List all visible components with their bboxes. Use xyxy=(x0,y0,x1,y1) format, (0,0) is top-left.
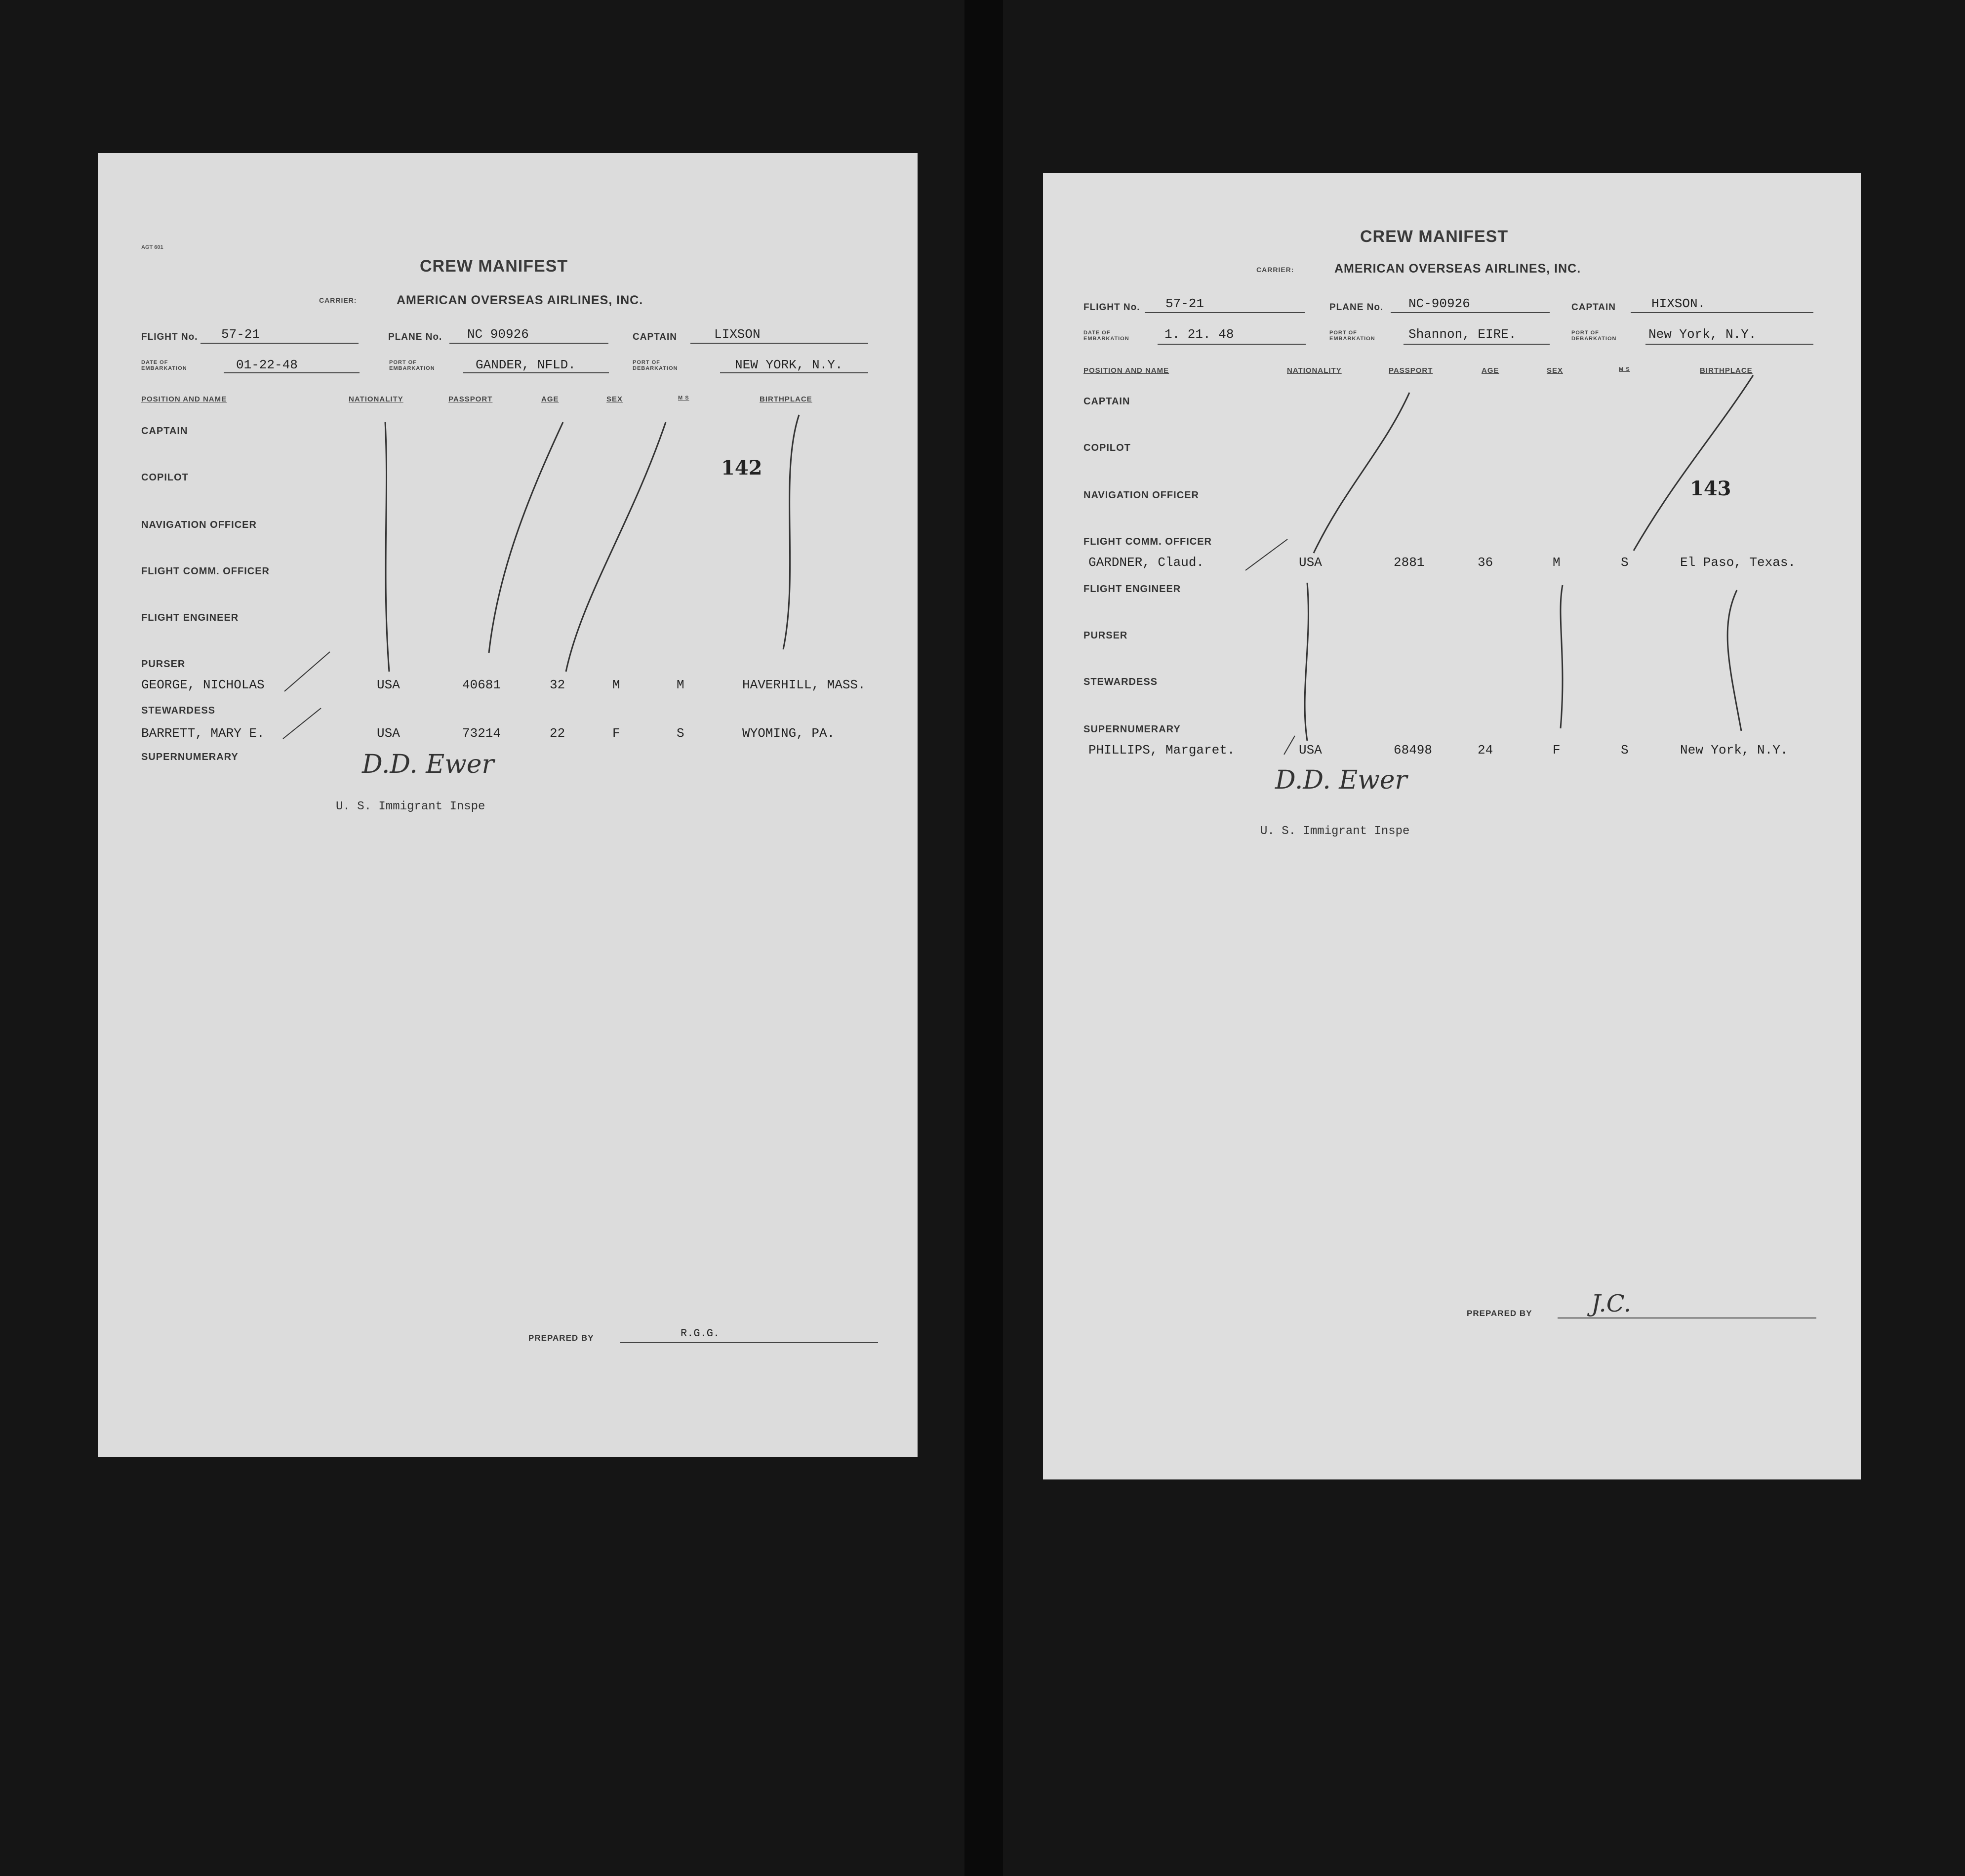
date-label-line2: EMBARKATION xyxy=(1083,336,1129,342)
crew-marital: S xyxy=(1621,743,1629,758)
crew-birthplace: HAVERHILL, MASS. xyxy=(742,678,866,692)
plane-label: PLANE No. xyxy=(1329,302,1384,313)
carrier-name: AMERICAN OVERSEAS AIRLINES, INC. xyxy=(1334,262,1581,276)
crew-age: 24 xyxy=(1478,743,1493,758)
date-label-line1: DATE OF xyxy=(141,359,168,365)
position-navigation-officer: NAVIGATION OFFICER xyxy=(1083,490,1199,501)
plane-value: NC-90926 xyxy=(1408,296,1470,311)
flight-value: 57-21 xyxy=(221,327,260,342)
crew-passport: 2881 xyxy=(1394,555,1425,570)
crew-age: 22 xyxy=(550,726,565,741)
crew-sex: M xyxy=(612,678,620,692)
prepared-by-rule xyxy=(620,1342,878,1343)
position-navigation-officer: NAVIGATION OFFICER xyxy=(141,519,257,530)
crew-marital: S xyxy=(1621,555,1629,570)
port-embarkation-value: GANDER, NFLD. xyxy=(476,358,576,372)
position-stewardess: STEWARDESS xyxy=(1083,677,1158,687)
port-debarkation-value: New York, N.Y. xyxy=(1648,327,1757,342)
crew-nationality: USA xyxy=(377,726,400,741)
position-flight-engineer: FLIGHT ENGINEER xyxy=(141,612,239,623)
col-marital: M S xyxy=(678,395,689,401)
port-deb-label-line1: PORT OF xyxy=(1571,330,1599,336)
date-value: 1. 21. 48 xyxy=(1164,327,1234,342)
page-stamp-number: 142 xyxy=(721,456,762,479)
port-deb-label-line2: DEBARKATION xyxy=(633,365,678,371)
inspector-signature: D.D. Ewer xyxy=(1275,765,1407,795)
crew-birthplace: New York, N.Y. xyxy=(1680,743,1788,758)
crew-name: PHILLIPS, Margaret. xyxy=(1088,743,1235,758)
crew-nationality: USA xyxy=(1299,555,1322,570)
captain-label: CAPTAIN xyxy=(633,332,678,342)
port-embarkation-value: Shannon, EIRE. xyxy=(1408,327,1517,342)
col-passport: PASSPORT xyxy=(1389,366,1433,375)
plane-label: PLANE No. xyxy=(388,332,442,342)
date-label-line2: EMBARKATION xyxy=(141,365,187,371)
crew-passport: 40681 xyxy=(462,678,501,692)
crew-name: GEORGE, NICHOLAS xyxy=(141,678,265,692)
form-number: AGT 601 xyxy=(141,244,163,250)
crew-passport: 73214 xyxy=(462,726,501,741)
date-label-line1: DATE OF xyxy=(1083,330,1111,336)
crew-sex: F xyxy=(612,726,620,741)
col-birthplace: BIRTHPLACE xyxy=(760,395,812,403)
prepared-by-value: J.C. xyxy=(1591,1290,1632,1317)
position-copilot: COPILOT xyxy=(141,472,189,483)
crew-birthplace: WYOMING, PA. xyxy=(742,726,835,741)
position-captain: CAPTAIN xyxy=(1083,396,1130,407)
position-purser: PURSER xyxy=(141,659,186,670)
position-flight-comm-officer: FLIGHT COMM. OFFICER xyxy=(1083,536,1212,547)
flight-label: FLIGHT No. xyxy=(1083,302,1140,313)
prepared-by-rule xyxy=(1558,1317,1816,1318)
captain-label: CAPTAIN xyxy=(1571,302,1616,313)
prepared-by-label: PREPARED BY xyxy=(528,1333,594,1343)
prepared-by-label: PREPARED BY xyxy=(1467,1309,1532,1318)
crew-marital: M xyxy=(677,678,684,692)
inspector-signature: D.D. Ewer xyxy=(362,750,494,779)
col-nationality: NATIONALITY xyxy=(1287,366,1342,375)
crew-age: 36 xyxy=(1478,555,1493,570)
page-title: CREW MANIFEST xyxy=(420,257,568,276)
prepared-by-value: R.G.G. xyxy=(681,1327,720,1340)
flight-value: 57-21 xyxy=(1165,296,1204,311)
col-marital: M S xyxy=(1619,366,1630,372)
ditto-strokes xyxy=(1043,173,1861,1479)
col-nationality: NATIONALITY xyxy=(349,395,403,403)
date-value: 01-22-48 xyxy=(236,358,298,372)
col-birthplace: BIRTHPLACE xyxy=(1700,366,1753,375)
inspector-title: U. S. Immigrant Inspe xyxy=(1260,825,1410,838)
scan-gutter xyxy=(964,0,1003,1876)
crew-name: BARRETT, MARY E. xyxy=(141,726,265,741)
carrier-name: AMERICAN OVERSEAS AIRLINES, INC. xyxy=(397,293,643,307)
port-emb-label-line2: EMBARKATION xyxy=(1329,336,1375,342)
position-purser: PURSER xyxy=(1083,630,1128,641)
position-supernumerary: SUPERNUMERARY xyxy=(1083,724,1181,735)
flight-label: FLIGHT No. xyxy=(141,332,198,342)
crew-birthplace: El Paso, Texas. xyxy=(1680,555,1796,570)
position-flight-engineer: FLIGHT ENGINEER xyxy=(1083,584,1181,595)
captain-value: LIXSON xyxy=(714,327,761,342)
crew-sex: F xyxy=(1553,743,1561,758)
crew-marital: S xyxy=(677,726,684,741)
port-deb-label-line1: PORT OF xyxy=(633,359,660,365)
crew-nationality: USA xyxy=(377,678,400,692)
crew-name: GARDNER, Claud. xyxy=(1088,555,1204,570)
col-position-name: POSITION AND NAME xyxy=(1083,366,1169,375)
crew-nationality: USA xyxy=(1299,743,1322,758)
port-emb-label-line1: PORT OF xyxy=(389,359,417,365)
ditto-strokes xyxy=(98,153,918,1457)
position-stewardess: STEWARDESS xyxy=(141,705,216,716)
page-title: CREW MANIFEST xyxy=(1360,227,1509,246)
port-emb-label-line1: PORT OF xyxy=(1329,330,1357,336)
plane-value: NC 90926 xyxy=(467,327,529,342)
manifest-page-right xyxy=(1043,173,1861,1479)
col-age: AGE xyxy=(1482,366,1499,375)
carrier-label: CARRIER: xyxy=(1256,266,1294,274)
page-stamp-number: 143 xyxy=(1690,477,1731,500)
position-flight-comm-officer: FLIGHT COMM. OFFICER xyxy=(141,566,270,577)
manifest-page-left xyxy=(98,153,918,1457)
col-position-name: POSITION AND NAME xyxy=(141,395,227,403)
crew-age: 32 xyxy=(550,678,565,692)
crew-sex: M xyxy=(1553,555,1561,570)
inspector-title: U. S. Immigrant Inspe xyxy=(336,800,485,813)
position-supernumerary: SUPERNUMERARY xyxy=(141,752,239,762)
carrier-label: CARRIER: xyxy=(319,296,357,304)
position-copilot: COPILOT xyxy=(1083,442,1131,453)
position-captain: CAPTAIN xyxy=(141,426,188,437)
crew-passport: 68498 xyxy=(1394,743,1433,758)
col-age: AGE xyxy=(541,395,559,403)
port-debarkation-value: NEW YORK, N.Y. xyxy=(735,358,843,372)
col-passport: PASSPORT xyxy=(448,395,493,403)
port-deb-label-line2: DEBARKATION xyxy=(1571,336,1617,342)
port-emb-label-line2: EMBARKATION xyxy=(389,365,435,371)
col-sex: SEX xyxy=(606,395,623,403)
captain-value: HIXSON. xyxy=(1651,296,1706,311)
col-sex: SEX xyxy=(1547,366,1564,375)
